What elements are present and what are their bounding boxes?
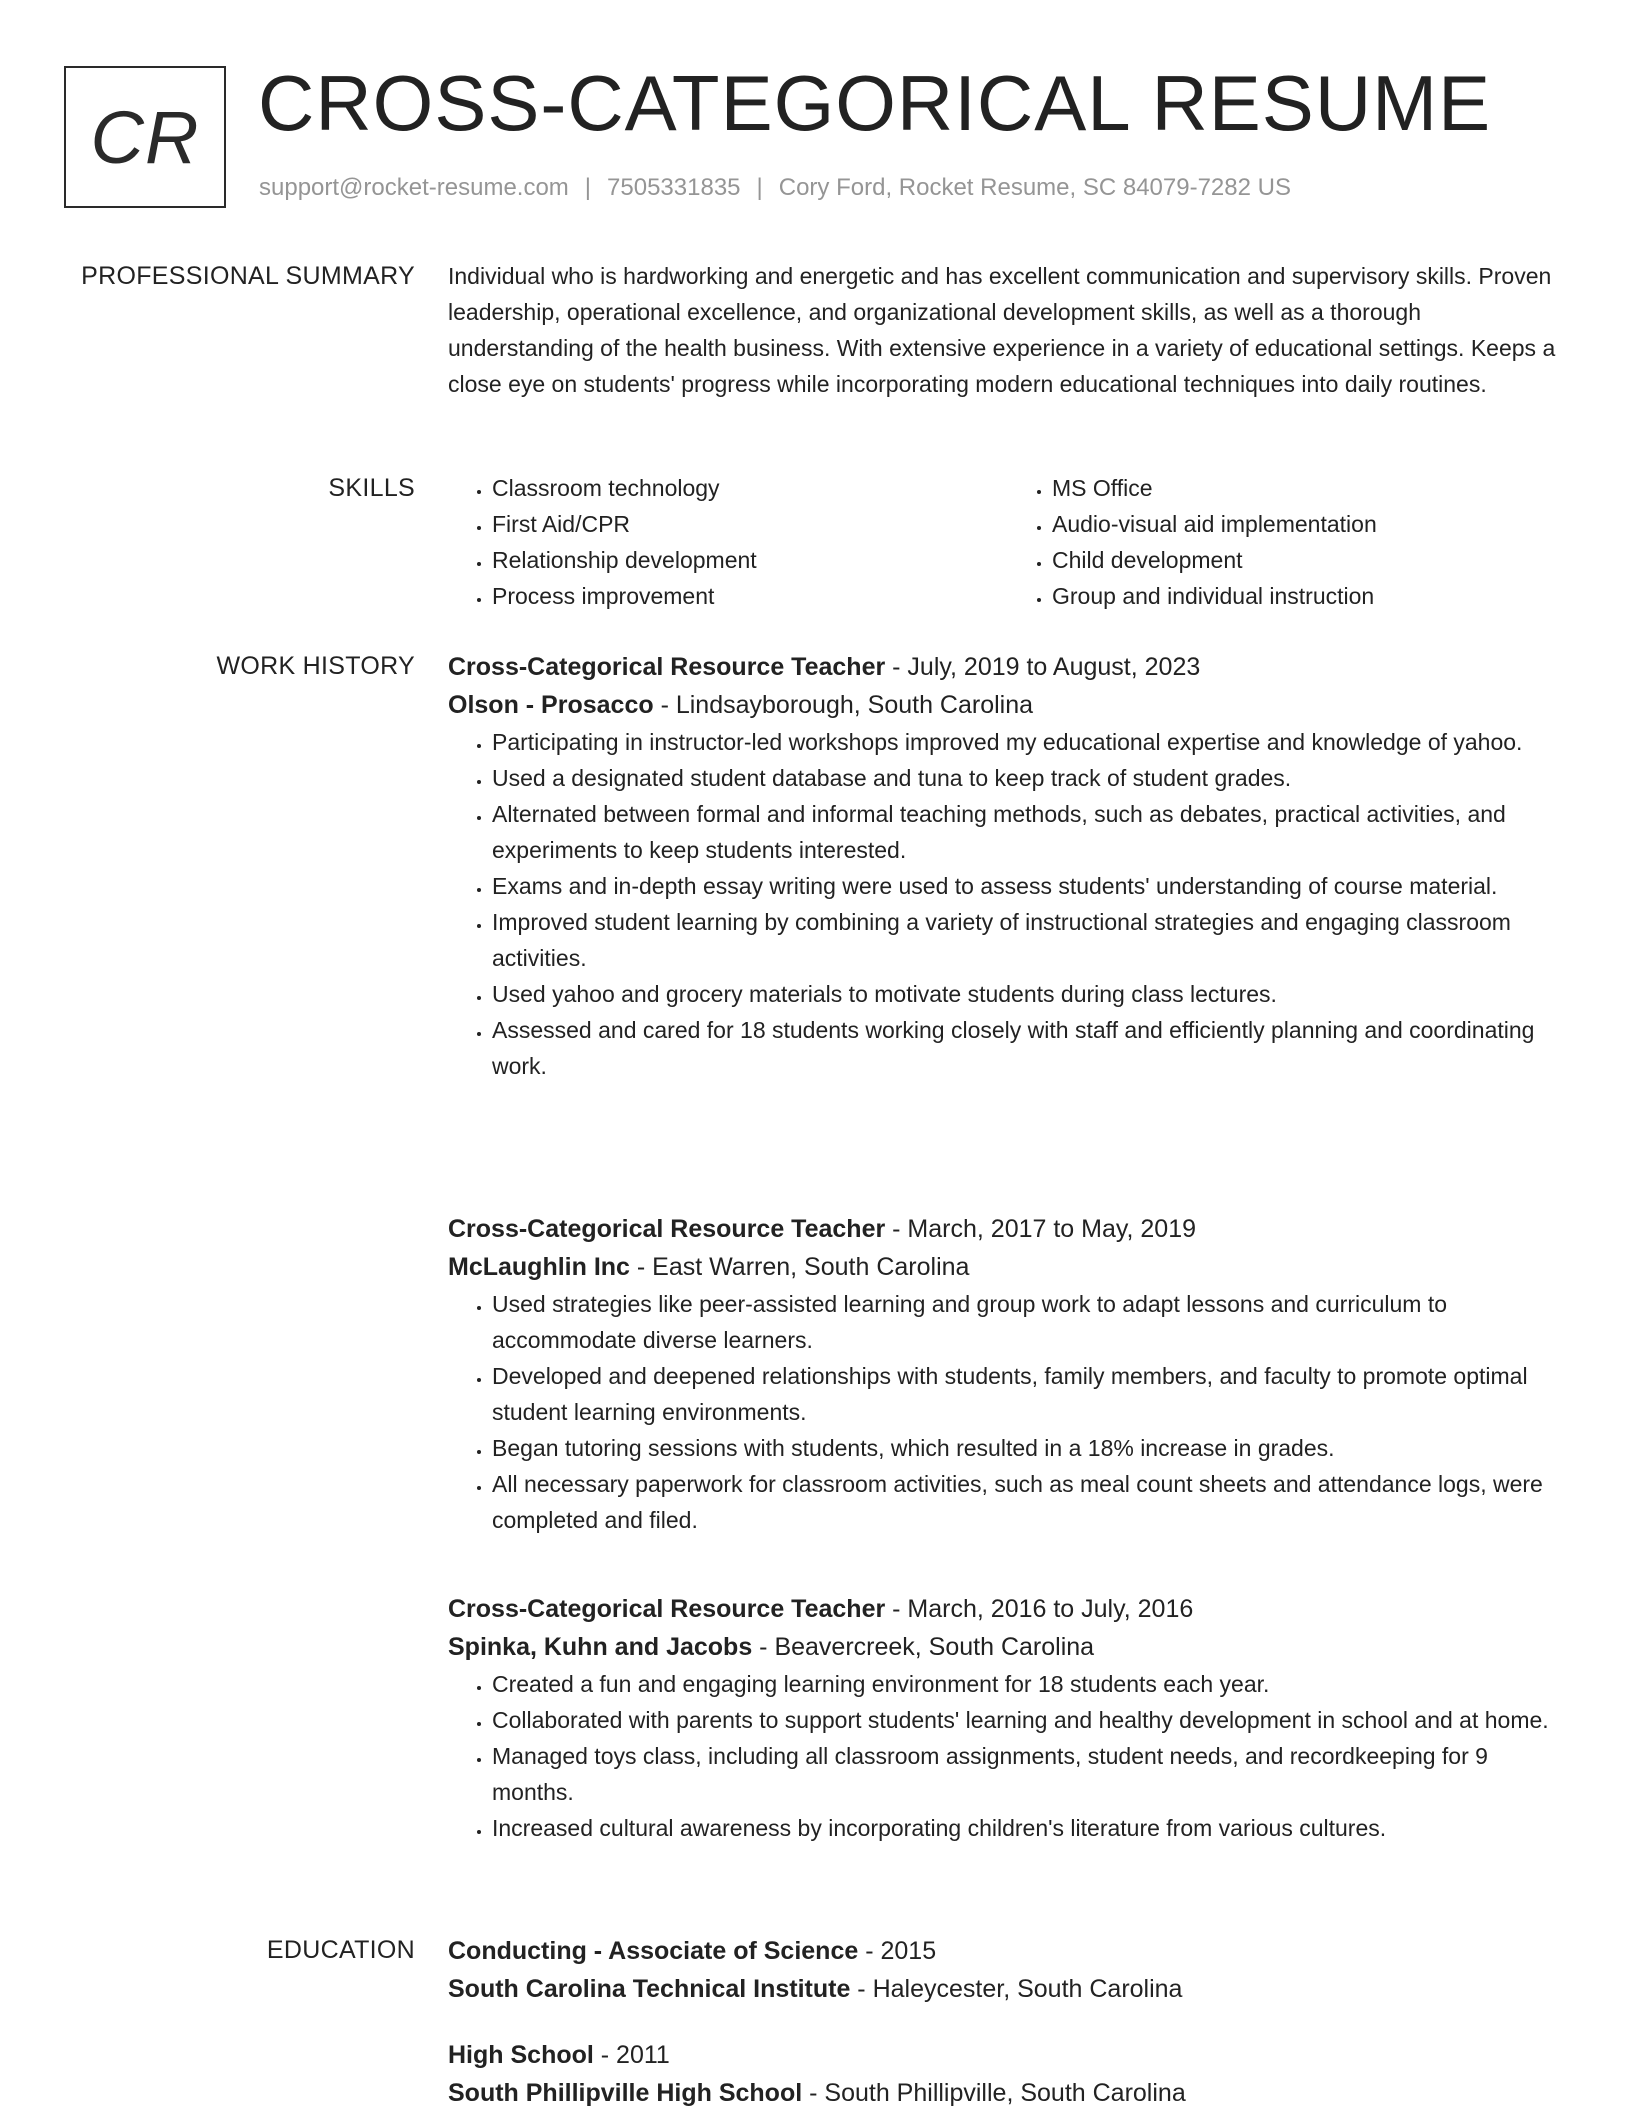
skill-item: • MS Office: [1052, 470, 1568, 506]
job-role-line: [448, 1210, 1568, 1248]
job-bullet: • All necessary paperwork for classroom activities, such as meal count sheets and attendance logs, were completed and filed.: [492, 1466, 1568, 1538]
job-bullet: • Used yahoo and grocery materials to motivate students during class lectures.: [492, 976, 1568, 1012]
contact-address: Cory Ford, Rocket Resume, SC 84079-7282 US: [778, 174, 1291, 201]
job-location: - Beavercreek, South Carolina: [752, 1633, 1095, 1661]
job-bullet: • Used strategies like peer-assisted learning and group work to adapt lessons and curriculum to accommodate diverse learners.: [492, 1286, 1568, 1358]
contact-separator: |: [756, 174, 763, 201]
job-company: McLaughlin Inc: [448, 1253, 630, 1281]
education-degree: Conducting - Associate of Science: [448, 1937, 859, 1965]
education-year: - 2015: [858, 1937, 937, 1965]
monogram-logo: CR: [64, 66, 226, 208]
job-bullet: • Created a fun and engaging learning environment for 18 students each year.: [492, 1666, 1568, 1702]
job-bullet: • Used a designated student database and tuna to keep track of student grades.: [492, 760, 1568, 796]
job-company-line: [448, 1628, 1568, 1666]
education-school-line: [448, 2074, 1568, 2112]
contact-email[interactable]: support@rocket-resume.com: [259, 174, 569, 201]
job-bullet: • Increased cultural awareness by incorporating children's literature from various cultures.: [492, 1810, 1568, 1846]
education-entry: [448, 1932, 1568, 2008]
job-company: Spinka, Kuhn and Jacobs: [448, 1633, 753, 1661]
skills-list-left: [448, 470, 1008, 614]
job-company-line: [448, 686, 1568, 724]
education-year: - 2011: [593, 2041, 670, 2069]
job-role: Cross-Categorical Resource Teacher: [448, 1215, 886, 1243]
job-location: - Lindsayborough, South Carolina: [653, 691, 1034, 719]
education-body: [448, 1932, 1568, 2112]
education-degree-line: [448, 2036, 1568, 2074]
job-dates: - March, 2016 to July, 2016: [885, 1595, 1194, 1623]
work-body: [448, 1590, 1568, 1846]
contact-phone[interactable]: 7505331835: [607, 174, 741, 201]
job-role: Cross-Categorical Resource Teacher: [448, 1595, 886, 1623]
education-entry: [448, 2036, 1568, 2112]
section-title-work: WORK HISTORY: [216, 652, 415, 680]
job-bullet: • Participating in instructor-led workshops improved my educational expertise and knowledge of yahoo.: [492, 724, 1568, 760]
job-bullets: [448, 1286, 1568, 1538]
job-location: - East Warren, South Carolina: [629, 1253, 970, 1281]
section-title-summary: PROFESSIONAL SUMMARY: [81, 262, 415, 290]
skills-list-right: [1008, 470, 1568, 614]
job-bullet: • Managed toys class, including all classroom assignments, student needs, and recordkeeping for 9 months.: [492, 1738, 1568, 1810]
education-location: - Haleycester, South Carolina: [850, 1975, 1183, 2003]
job-bullet: • Collaborated with parents to support students' learning and healthy development in school and at home.: [492, 1702, 1568, 1738]
job-role-line: [448, 648, 1568, 686]
education-degree-line: [448, 1932, 1568, 1970]
skills-grid: [448, 470, 1568, 614]
job-company-line: [448, 1248, 1568, 1286]
job-bullet: • Assessed and cared for 18 students working closely with staff and efficiently planning and coordinating work.: [492, 1012, 1568, 1084]
education-degree: High School: [448, 2041, 594, 2069]
resume-title: CROSS-CATEGORICAL RESUME: [258, 59, 1492, 147]
skill-item: • Relationship development: [492, 542, 1008, 578]
contact-separator: |: [584, 174, 592, 201]
section-title-skills: SKILLS: [328, 474, 415, 502]
job-bullet: • Alternated between formal and informal teaching methods, such as debates, practical activities, and experiments to keep students interested.: [492, 796, 1568, 868]
job-entry: [448, 648, 1568, 1084]
job-role: Cross-Categorical Resource Teacher: [448, 653, 886, 681]
skill-item: • Group and individual instruction: [1052, 578, 1568, 614]
skill-item: • Child development: [1052, 542, 1568, 578]
job-bullet: • Improved student learning by combining a variety of instructional strategies and engaging classroom activities.: [492, 904, 1568, 976]
section-title-education: EDUCATION: [266, 1936, 415, 1964]
job-dates: - March, 2017 to May, 2019: [885, 1215, 1197, 1243]
education-school: South Phillipville High School: [448, 2079, 803, 2107]
contact-line: [259, 174, 1291, 202]
education-school-line: [448, 1970, 1568, 2008]
education-location: - South Phillipville, South Carolina: [802, 2079, 1186, 2107]
job-bullet: • Developed and deepened relationships with students, family members, and faculty to promote optimal student learning environments.: [492, 1358, 1568, 1430]
summary-text: Individual who is hardworking and energetic and has excellent communication and supervisory skills. Proven leadership, operational excellence, and organizational development skills, as well as a thorough understanding of the health business. With extensive experience in a variety of educational settings. Keeps a close eye on students' progress while incorporating modern educational techniques into daily routines.: [448, 263, 1556, 397]
summary-body: [448, 258, 1568, 402]
work-body: [448, 1210, 1568, 1538]
work-body: [448, 648, 1568, 1084]
skill-item: • First Aid/CPR: [492, 506, 1008, 542]
job-entry: [448, 1590, 1568, 1846]
education-school: South Carolina Technical Institute: [448, 1975, 851, 2003]
job-role-line: [448, 1590, 1568, 1628]
job-company: Olson - Prosacco: [448, 691, 654, 719]
job-bullets: [448, 1666, 1568, 1846]
job-bullet: • Exams and in-depth essay writing were used to assess students' understanding of course material.: [492, 868, 1568, 904]
job-bullet: • Began tutoring sessions with students, which resulted in a 18% increase in grades.: [492, 1430, 1568, 1466]
skill-item: • Process improvement: [492, 578, 1008, 614]
job-bullets: [448, 724, 1568, 1084]
skill-item: • Classroom technology: [492, 470, 1008, 506]
skill-item: • Audio-visual aid implementation: [1052, 506, 1568, 542]
job-entry: [448, 1210, 1568, 1538]
job-dates: - July, 2019 to August, 2023: [885, 653, 1201, 681]
